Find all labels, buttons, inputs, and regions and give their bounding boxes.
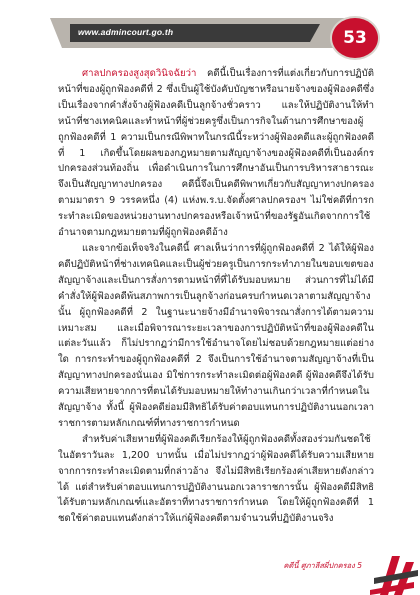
page-header xyxy=(0,0,420,56)
website-url[interactable]: www.admincourt.go.th xyxy=(78,27,174,37)
paragraph-2: และจากข้อเท็จจริงในคดีนี้ ศาลเห็นว่าการที่ผู้ถูกฟ้องคดีที่ 2 ได้ให้ผู้ฟ้องคดีปฏิบัติหน้าที่ช่างเทคนิคและเป็นผู้ช่วยครูเป็นการกระทำภายในขอบเขตของสัญญาจ้างและเป็นการสั่งการตามหน้าที่ที่ได้รับมอบหมาย ส่วนการที่ไม่ได้มีคำสั่งให้ผู้ฟ้องคดีพ้นสภาพการเป็นลูกจ้างก่อนครบกำหนดเวลาตามสัญญาจ้างนั้น ผู้ถูกฟ้องคดีที่ 2 ในฐานะนายจ้างมีอำนาจพิจารณาสั่งการได้ตามความเหมาะสม และเมื่อพิจารณาระยะเวลาของการปฏิบัติหน้าที่ของผู้ฟ้องคดีในแต่ละวันแล้ว ก็ไม่ปรากฏว่ามีการใช้อำนาจโดยไม่ชอบด้วยกฎหมายแต่อย่างใด การกระทำของผู้ถูกฟ้องคดีที่ 2 จึงเป็นการใช้อำนาจตามสัญญาจ้างที่เป็นสัญญาทางปกครองนั่นเอง มิใช่การกระทำละเมิดต่อผู้ฟ้องคดี ผู้ฟ้องคดีจึงได้รับความเสียหายจากการที่ตนได้รับมอบหมายให้ทำงานเกินกว่าเวลาที่กำหนดในสัญญาจ้าง ทั้งนี้ ผู้ฟ้องคดีย่อมมีสิทธิได้รับค่าตอบแทนการปฏิบัติงานนอกเวลาราชการตามหลักเกณฑ์ที่ทางราชการกำหนด xyxy=(58,242,374,429)
paragraph-3: สำหรับค่าเสียหายที่ผู้ฟ้องคดีเรียกร้องให้ผู้ถูกฟ้องคดีทั้งสองร่วมกันชดใช้ในอัตราวันละ 1,200 บาทนั้น เมื่อไม่ปรากฏว่าผู้ฟ้องคดีได้รับความเสียหายจากการกระทำละเมิดตามที่กล่าวอ้าง จึงไม่มีสิทธิเรียกร้องค่าเสียหายดังกล่าวได้ แต่สำหรับค่าตอบแทนการปฏิบัติงานนอกเวลาราชการนั้น ผู้ฟ้องคดีมีสิทธิได้รับตามหลักเกณฑ์และอัตราที่ทางราชการกำหนด โดยให้ผู้ถูกฟ้องคดีที่ 1 ชดใช้ค่าตอบแทนดังกล่าวให้แก่ผู้ฟ้องคดีตามจำนวนที่ปฏิบัติงานจริง xyxy=(58,433,374,525)
page-number-badge: 53 xyxy=(330,16,380,60)
paragraph-1-text: คดีนี้เป็นเรื่องการที่แต่งเกี่ยวกับการปฏิบัติหน้าที่ของผู้ถูกฟ้องคดีที่ 2 ซึ่งเป็นผู้ใช้บังคับบัญชาหรือนายจ้างของผู้ฟ้องคดีซึ่งเป็นเรื่องจากคำสั่งจ้างผู้ฟ้องคดีเป็นลูกจ้างชั่วคราว และให้ปฏิบัติงานให้ทำหน้าที่ชางเทคนิคและทำหน้าที่ผู้ช่วยครูซึ่งเป็นการกิจในด้านการศึกษาของผู้ถูกฟ้องคดีที่ 1 ความเป็นกรณีพิพาทในกรณีนี้ระหว่างผู้ฟ้องคดีและผู้ถูกฟ้องคดีที่ 1 เกิดขึ้นโดยผลของกฎหมายตามสัญญาจ้างของผู้ฟ้องคดีที่เป็นองค์กรปกครองส่วนท้องถิ่น เพื่อดำเนินการในการศึกษาอันเป็นการบริหารสาธารณะ จึงเป็นสัญญาทางปกครอง คดีนี้จึงเป็นคดีพิพาทเกี่ยวกับสัญญาทางปกครองตามมาตรา 9 วรรคหนึ่ง (4) แห่งพ.ร.บ.จัดตั้งศาลปกครองฯ ไม่ใช่คดีที่การกระทำละเมิดของหน่วยงานทางปกครองหรือเจ้าหน้าที่ของรัฐอันเกิดจากการใช้อำนาจตามกฎหมายตามที่ผู้ถูกฟ้องคดีอ้าง xyxy=(58,68,374,239)
paragraph-1 xyxy=(58,66,374,241)
court-name: ศาลปกครองสูงสุดวินิจฉัยว่า xyxy=(82,68,197,79)
corner-decoration-icon xyxy=(370,548,420,595)
page-footer: คดีนี้ ศูภาลีสผี่ปกครอง 5 xyxy=(283,561,362,570)
article-body xyxy=(58,66,374,527)
